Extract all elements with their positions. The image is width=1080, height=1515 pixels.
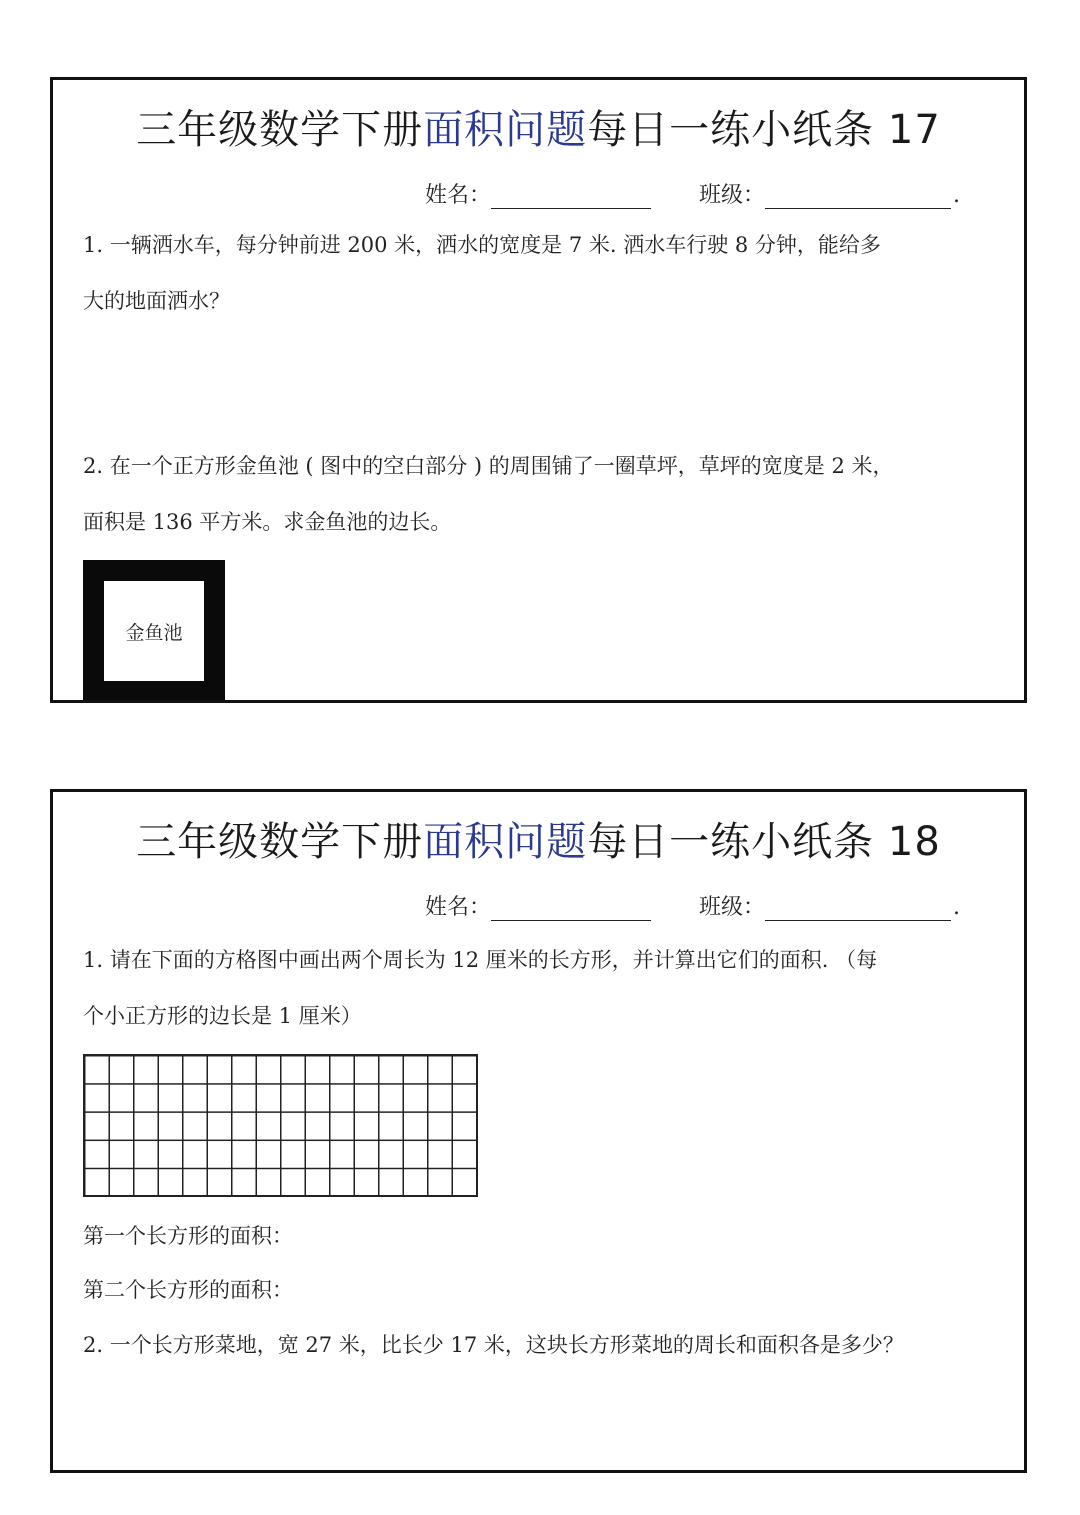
student-info [425,890,960,921]
area-1-label: 第一个长方形的面积： [83,1224,293,1248]
goldfish-pool [104,581,204,681]
question-2-line-2: 面积是 136 平方米。求金鱼池的边长。 [83,510,452,534]
worksheet-title [53,98,1024,155]
class-blank[interactable] [765,894,951,921]
question-1-line-2: 个小正方形的边长是 1 厘米） [83,1004,362,1028]
question-2-line-1: 2. 在一个正方形金鱼池 ( 图中的空白部分 ) 的周围铺了一圈草坪，草坪的宽度是 2 米， [83,454,894,478]
name-blank[interactable] [491,894,651,921]
student-info [425,178,960,209]
question-1-line-2: 大的地面洒水？ [83,289,230,313]
worksheet-title [53,810,1024,867]
title-accent: 面积问题 [423,107,588,153]
class-end-dot: . [953,895,961,920]
name-label: 姓名： [425,895,492,920]
title-suffix: 每日一练小纸条 18 [587,819,941,865]
title-suffix: 每日一练小纸条 17 [587,107,941,153]
name-blank[interactable] [491,182,651,209]
question-2-line-1: 2. 一个长方形菜地，宽 27 米，比长少 17 米，这块长方形菜地的周长和面积各是多少？ [83,1333,904,1357]
class-label: 班级： [699,183,766,208]
worksheet-card-17 [50,77,1027,703]
title-prefix: 三年级数学下册 [136,819,424,865]
goldfish-pool-diagram [83,560,225,703]
title-accent: 面积问题 [423,819,588,865]
class-label: 班级： [699,895,766,920]
worksheet-card-18 [50,789,1027,1473]
area-2-label: 第二个长方形的面积： [83,1278,293,1302]
class-end-dot: . [953,183,961,208]
pool-label: 金鱼池 [125,621,183,644]
class-blank[interactable] [765,182,951,209]
name-label: 姓名： [425,183,492,208]
square-grid[interactable] [83,1054,478,1197]
question-1-line-1: 1. 一辆洒水车，每分钟前进 200 米，洒水的宽度是 7 米. 洒水车行驶 8 分钟，能给多 [83,233,881,257]
title-prefix: 三年级数学下册 [136,107,424,153]
question-1-line-1: 1. 请在下面的方格图中画出两个周长为 12 厘米的长方形，并计算出它们的面积. （每 [83,948,878,972]
